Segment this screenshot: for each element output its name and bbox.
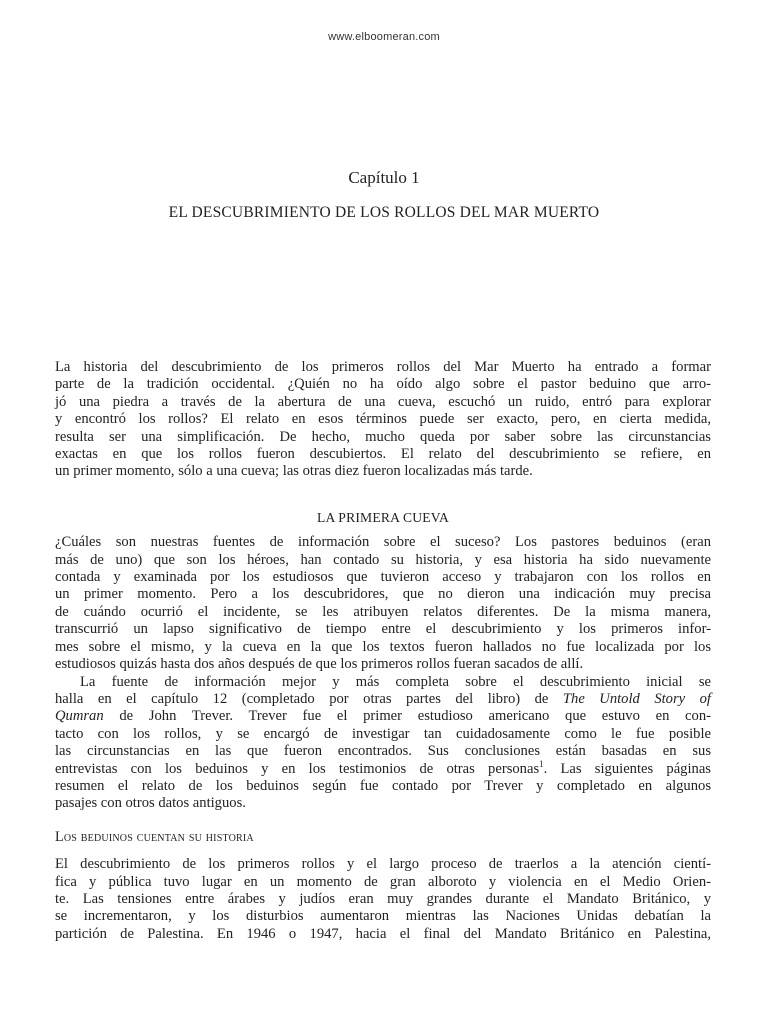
text-line: estudiosos quizás hasta dos años después de que los primeros rollos fueran sacados de allí. bbox=[55, 656, 584, 673]
text-line: partición de Palestina. En 1946 o 1947, hacia el final del Mandato Británico en Palestina, bbox=[55, 925, 711, 942]
section1-paragraph-2 bbox=[55, 674, 711, 813]
text-line: resumen el relato de los beduinos según fue contado por Trever y completado en algunos bbox=[55, 777, 711, 794]
chapter-title: EL DESCUBRIMIENTO DE LOS ROLLOS DEL MAR MUERTO bbox=[168, 204, 600, 221]
text-line: las circunstancias en las que fueron encontrados. Sus conclusiones están basadas en sus bbox=[55, 743, 711, 760]
book-title-italic: The Untold Story of bbox=[562, 690, 711, 707]
text-line bbox=[55, 708, 711, 725]
text-line bbox=[55, 758, 711, 778]
text-segment: de John Trever. Trever fue el primer estudioso americano que estuvo en con- bbox=[103, 708, 711, 725]
source-url[interactable]: www.elboomeran.com bbox=[328, 31, 440, 43]
text-line: exactas en que los rollos fueron descubiertos. El relato del descubrimiento se refiere, en bbox=[55, 446, 711, 463]
text-segment: . Las siguientes páginas bbox=[543, 760, 711, 777]
text-line: más de uno) que son los héroes, han contado su historia, y esa historia ha sido nuevamente bbox=[55, 551, 711, 568]
text-line: te. Las tensiones entre árabes y judíos eran muy grandes durante el Mandato Británico, y bbox=[55, 890, 711, 907]
text-line: contada y examinada por los estudiosos que tuvieron acceso y trabajaron con los rollos en bbox=[55, 569, 711, 586]
text-line: tacto con los rollos, y se encargó de investigar tan cuidadosamente como le fue posible bbox=[55, 725, 711, 742]
section2-paragraph bbox=[55, 856, 711, 943]
text-line: ¿Cuáles son nuestras fuentes de información sobre el suceso? Los pastores beduinos (eran bbox=[55, 534, 711, 551]
text-line: un primer momento, sólo a una cueva; las otras diez fueron localizadas más tarde. bbox=[55, 463, 533, 480]
text-line: La historia del descubrimiento de los primeros rollos del Mar Muerto ha entrado a formar bbox=[55, 359, 711, 375]
section-heading-beduinos: Los beduinos cuentan su historia bbox=[55, 828, 254, 845]
section-heading-primera-cueva: LA PRIMERA CUEVA bbox=[316, 509, 450, 525]
text-line: transcurrió un lapso significativo de tiempo entre el descubrimiento y los primeros infor- bbox=[55, 621, 711, 638]
book-title-italic: Qumran bbox=[55, 708, 104, 725]
text-line: jó una piedra a través de la abertura de una cueva, escuchó un ruido, entró para explorar bbox=[55, 393, 711, 410]
text-line: resulta ser una simplificación. De hecho, mucho queda por saber sobre las circunstancias bbox=[55, 428, 711, 445]
text-line: de cuándo ocurrió el incidente, se les atribuyen relatos diferentes. De la misma manera, bbox=[55, 603, 711, 620]
intro-paragraph bbox=[55, 359, 711, 481]
text-line bbox=[55, 691, 711, 708]
page-body bbox=[55, 359, 711, 943]
footnote-marker[interactable]: 1 bbox=[539, 758, 544, 769]
text-line: un primer momento. Pero a los descubridores, que no dieron una indicación muy precisa bbox=[55, 586, 711, 603]
text-line: y encontró los rollos? El relato en esos términos puede ser exacto, pero, en cierta medida, bbox=[55, 411, 711, 428]
text-line: fica y pública tuvo lugar en un momento de gran alboroto y violencia en el Medio Orien- bbox=[55, 873, 711, 890]
section1-paragraph-1 bbox=[55, 534, 711, 673]
text-segment: entrevistas con los beduinos y en los testimonios de otras personas bbox=[55, 760, 540, 777]
text-line: pasajes con otros datos antiguos. bbox=[55, 795, 246, 812]
text-segment: halla en el capítulo 12 (completado por otras partes del libro) de bbox=[55, 690, 563, 707]
chapter-label: Capítulo 1 bbox=[348, 168, 420, 187]
text-line: El descubrimiento de los primeros rollos y el largo proceso de traerlos a la atención cientí- bbox=[55, 856, 711, 873]
text-line: La fuente de información mejor y más completa sobre el descubrimiento inicial se bbox=[80, 673, 711, 690]
text-line: parte de la tradición occidental. ¿Quién no ha oído algo sobre el pastor beduino que arro- bbox=[55, 376, 711, 393]
text-line: se incrementaron, y los disturbios aumentaron mientras las Naciones Unidas debatían la bbox=[55, 908, 711, 925]
text-line: mes sobre el mismo, y la cueva en la que los textos fueron hallados no fue localizada por los bbox=[55, 638, 711, 655]
